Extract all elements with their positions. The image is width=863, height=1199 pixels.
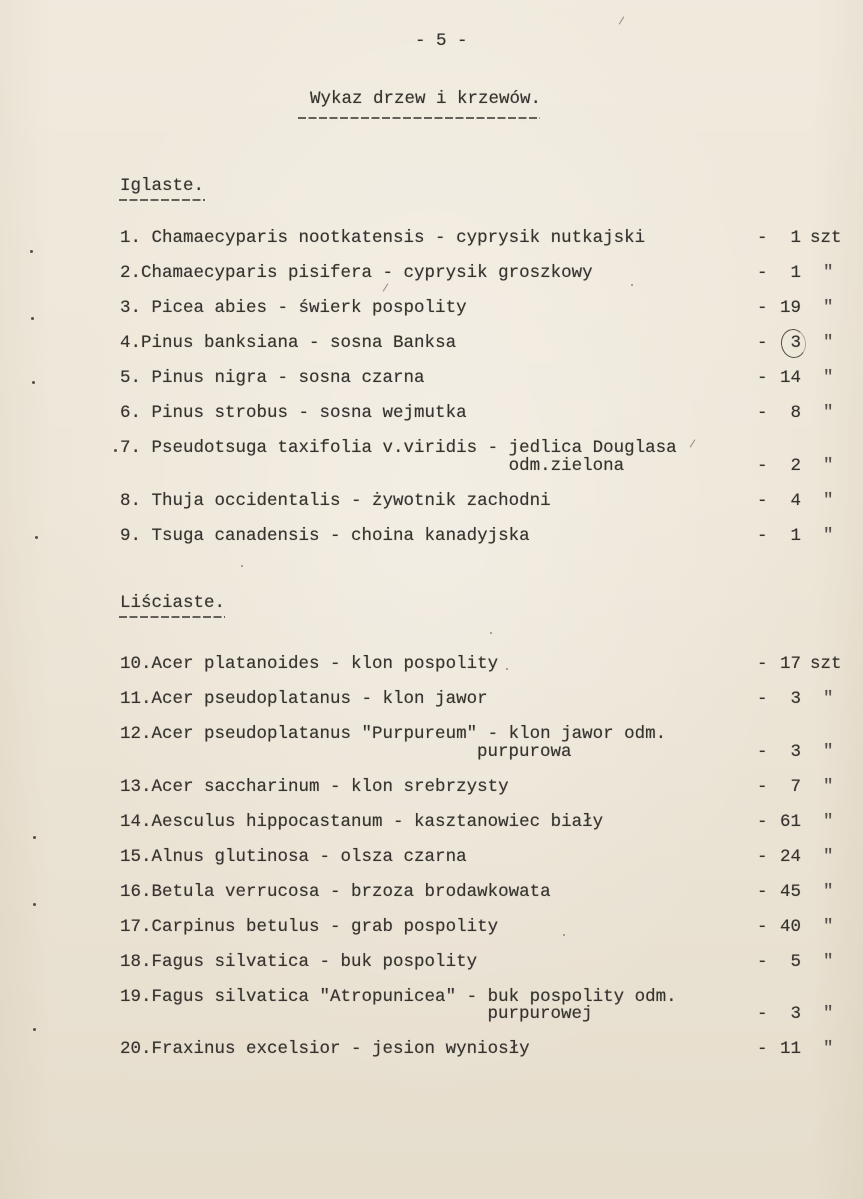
list-item xyxy=(120,370,863,388)
item-unit: szt xyxy=(810,228,842,248)
item-quantity xyxy=(790,951,801,972)
item-name-continued: purpurowej xyxy=(487,1004,593,1024)
item-number: 20. xyxy=(120,1039,152,1059)
item-unit: " xyxy=(823,1004,834,1024)
item-number: 10. xyxy=(120,654,152,674)
item-number: 1. xyxy=(120,228,142,248)
item-line xyxy=(120,691,863,709)
item-name: Acer saccharinum - klon srebrzysty xyxy=(151,776,509,797)
item-name: Alnus glutinosa - olsza czarna xyxy=(151,846,467,867)
section-heading-underline xyxy=(119,199,205,201)
item-line xyxy=(120,265,863,283)
page-number: - 5 - xyxy=(415,31,468,51)
item-number: 8. xyxy=(120,490,142,511)
title-underline xyxy=(298,117,540,119)
item-quantity xyxy=(790,490,801,511)
handwritten-circle-mark xyxy=(780,327,809,359)
item-quantity xyxy=(790,335,801,353)
item-name: Fagus silvatica - buk pospolity xyxy=(151,951,478,972)
list-item xyxy=(120,335,863,353)
item-line xyxy=(120,656,863,674)
item-quantity xyxy=(790,776,801,797)
item-name: Thuja occidentalis - żywotnik zachodni xyxy=(151,490,551,511)
section-heading-conifers: Iglaste. xyxy=(120,176,205,196)
item-name: Chamaecyparis nootkatensis - cyprysik nutkajski xyxy=(151,228,646,248)
item-quantity xyxy=(790,455,801,476)
item-number: 4. xyxy=(120,333,142,353)
item-name: Carpinus betulus - grab pospolity xyxy=(151,916,499,937)
item-number: 12. xyxy=(120,724,152,744)
item-number: 11. xyxy=(120,689,152,709)
item-line xyxy=(120,811,863,832)
item-quantity-value: 14 xyxy=(779,368,801,388)
section-heading-deciduous: Liściaste. xyxy=(120,593,226,613)
item-quantity xyxy=(780,300,801,318)
item-number: 17. xyxy=(120,916,152,937)
scan-speck xyxy=(31,317,34,320)
item-unit: " xyxy=(823,490,834,511)
item-quantity-value: 4 xyxy=(790,490,801,511)
quantity-dash: - xyxy=(757,881,768,902)
item-number: 13. xyxy=(120,776,152,797)
item-line xyxy=(120,916,863,937)
item-quantity-value: 1 xyxy=(790,228,801,248)
item-line xyxy=(120,335,863,353)
list-item xyxy=(120,951,863,972)
item-number: 16. xyxy=(120,881,152,902)
quantity-dash: - xyxy=(757,846,768,867)
item-quantity-value: 40 xyxy=(779,916,801,937)
item-line xyxy=(120,1041,863,1059)
list-item xyxy=(120,490,863,511)
quantity-dash: - xyxy=(757,689,768,709)
item-name: Aesculus hippocastanum - kasztanowiec biały xyxy=(151,811,604,832)
item-unit: " xyxy=(823,776,834,797)
item-line-continued xyxy=(120,455,863,476)
item-quantity-value: 7 xyxy=(790,776,801,797)
item-line xyxy=(120,490,863,511)
item-quantity-value: 11 xyxy=(779,1039,801,1059)
item-name: Pseudotsuga taxifolia v.viridis - jedlica Douglasa xyxy=(151,438,677,458)
item-unit: " xyxy=(823,403,834,423)
item-quantity-value: 3 xyxy=(790,1004,801,1024)
list-item xyxy=(120,846,863,867)
deciduous-list xyxy=(120,656,863,1076)
item-quantity-value: 19 xyxy=(779,298,801,318)
item-line xyxy=(120,405,863,423)
item-number: 3. xyxy=(120,298,142,318)
item-unit: " xyxy=(823,916,834,937)
item-quantity-value: 61 xyxy=(779,811,801,832)
item-name: Fraxinus excelsior - jesion wyniosły xyxy=(151,1039,530,1059)
item-name: Pinus nigra - sosna czarna xyxy=(151,368,425,388)
list-item xyxy=(120,726,863,761)
item-quantity-value: 24 xyxy=(779,846,801,867)
item-line xyxy=(120,300,863,318)
quantity-dash: - xyxy=(757,811,768,832)
item-line xyxy=(120,440,863,458)
quantity-dash: - xyxy=(757,298,768,318)
quantity-dash: - xyxy=(757,776,768,797)
scan-speck xyxy=(33,1028,36,1031)
scan-speck xyxy=(30,250,33,253)
item-name: Picea abies - świerk pospolity xyxy=(151,298,467,318)
item-quantity xyxy=(790,265,801,283)
item-unit: " xyxy=(823,263,834,283)
scan-speck xyxy=(241,565,243,567)
item-quantity xyxy=(779,881,801,902)
item-unit: " xyxy=(823,846,834,867)
item-line-continued xyxy=(120,1006,863,1024)
list-item xyxy=(120,811,863,832)
list-item xyxy=(120,916,863,937)
item-quantity-value: 1 xyxy=(790,525,801,546)
list-item xyxy=(120,405,863,423)
quantity-dash: - xyxy=(757,741,768,762)
item-unit: " xyxy=(823,298,834,318)
item-quantity xyxy=(780,656,801,674)
item-line xyxy=(120,951,863,972)
item-unit: " xyxy=(823,368,834,388)
item-unit: " xyxy=(823,455,834,476)
scan-speck xyxy=(490,632,492,634)
item-number: 6. xyxy=(120,403,142,423)
item-quantity-value: 3 xyxy=(790,689,801,709)
quantity-dash: - xyxy=(757,228,768,248)
quantity-dash: - xyxy=(757,403,768,423)
item-name: Betula verrucosa - brzoza brodawkowata xyxy=(151,881,551,902)
scan-speck xyxy=(114,449,117,452)
item-number: 5. xyxy=(120,368,142,388)
item-line xyxy=(120,881,863,902)
item-name: Acer platanoides - klon pospolity xyxy=(151,654,499,674)
scan-speck xyxy=(32,381,35,384)
item-name-continued: odm.zielona xyxy=(508,455,625,476)
item-unit: " xyxy=(823,333,834,353)
item-name: Pinus strobus - sosna wejmutka xyxy=(151,403,467,423)
document-title: Wykaz drzew i krzewów. xyxy=(310,89,542,109)
scan-speck xyxy=(33,903,36,906)
quantity-dash: - xyxy=(757,654,768,674)
scan-speck xyxy=(506,668,508,670)
item-quantity-value: 3 xyxy=(790,333,801,353)
list-item xyxy=(120,656,863,674)
item-number: 7. xyxy=(120,438,142,458)
quantity-dash: - xyxy=(757,455,768,476)
section-heading-underline xyxy=(119,616,225,618)
item-line xyxy=(120,776,863,797)
scan-speck xyxy=(35,536,38,539)
item-number: 18. xyxy=(120,951,152,972)
quantity-dash: - xyxy=(757,1004,768,1024)
quantity-dash: - xyxy=(757,951,768,972)
item-unit: " xyxy=(823,1039,834,1059)
item-quantity-value: 5 xyxy=(790,951,801,972)
list-item xyxy=(120,440,863,475)
item-quantity xyxy=(779,846,801,867)
item-unit: " xyxy=(823,881,834,902)
item-line xyxy=(120,846,863,867)
scan-speck xyxy=(619,16,625,24)
item-name: Acer pseudoplatanus "Purpureum" - klon jawor odm. xyxy=(151,724,667,744)
conifer-list xyxy=(120,230,863,563)
quantity-dash: - xyxy=(757,525,768,546)
item-unit: " xyxy=(823,689,834,709)
quantity-dash: - xyxy=(757,263,768,283)
list-item xyxy=(120,230,863,248)
item-name: Acer pseudoplatanus - klon jawor xyxy=(151,689,488,709)
item-quantity-value: 45 xyxy=(779,881,801,902)
item-number: 15. xyxy=(120,846,152,867)
item-quantity-value: 1 xyxy=(790,263,801,283)
item-unit: szt xyxy=(810,654,842,674)
item-quantity xyxy=(790,230,801,248)
item-name: Chamaecyparis pisifera - cyprysik groszkowy xyxy=(141,263,593,283)
item-line xyxy=(120,230,863,248)
item-unit: " xyxy=(823,525,834,546)
list-item xyxy=(120,776,863,797)
list-item xyxy=(120,265,863,283)
item-quantity xyxy=(790,525,801,546)
item-name-continued: purpurowa xyxy=(477,741,572,762)
item-line-continued xyxy=(120,741,863,762)
item-quantity-value: 3 xyxy=(790,741,801,762)
item-unit: " xyxy=(823,741,834,762)
item-quantity xyxy=(790,741,801,762)
item-name: Tsuga canadensis - choina kanadyjska xyxy=(151,525,530,546)
item-quantity-value: 8 xyxy=(790,403,801,423)
item-quantity xyxy=(790,691,801,709)
item-quantity xyxy=(780,370,801,388)
item-name: Pinus banksiana - sosna Banksa xyxy=(141,333,457,353)
quantity-dash: - xyxy=(757,1039,768,1059)
scan-speck xyxy=(563,934,565,936)
item-line xyxy=(120,525,863,546)
item-name: Fagus silvatica "Atropunicea" - buk pospolity odm. xyxy=(151,986,677,1007)
item-number: 19. xyxy=(120,986,152,1007)
item-quantity-value: 17 xyxy=(779,654,801,674)
item-quantity-value: 2 xyxy=(790,455,801,476)
item-quantity xyxy=(779,916,801,937)
list-item xyxy=(120,881,863,902)
quantity-dash: - xyxy=(757,490,768,511)
item-number: 2. xyxy=(120,263,142,283)
list-item xyxy=(120,300,863,318)
quantity-dash: - xyxy=(757,916,768,937)
item-number: 9. xyxy=(120,525,142,546)
item-quantity xyxy=(779,811,801,832)
list-item xyxy=(120,986,863,1024)
list-item xyxy=(120,1041,863,1059)
item-number: 14. xyxy=(120,811,152,832)
quantity-dash: - xyxy=(757,333,768,353)
list-item xyxy=(120,691,863,709)
item-unit: " xyxy=(823,811,834,832)
item-quantity xyxy=(790,1006,801,1024)
scan-speck xyxy=(631,284,633,286)
item-quantity xyxy=(790,405,801,423)
item-quantity xyxy=(780,1041,801,1059)
item-line xyxy=(120,370,863,388)
quantity-dash: - xyxy=(757,368,768,388)
scan-speck xyxy=(33,836,36,839)
item-unit: " xyxy=(823,951,834,972)
list-item xyxy=(120,525,863,546)
